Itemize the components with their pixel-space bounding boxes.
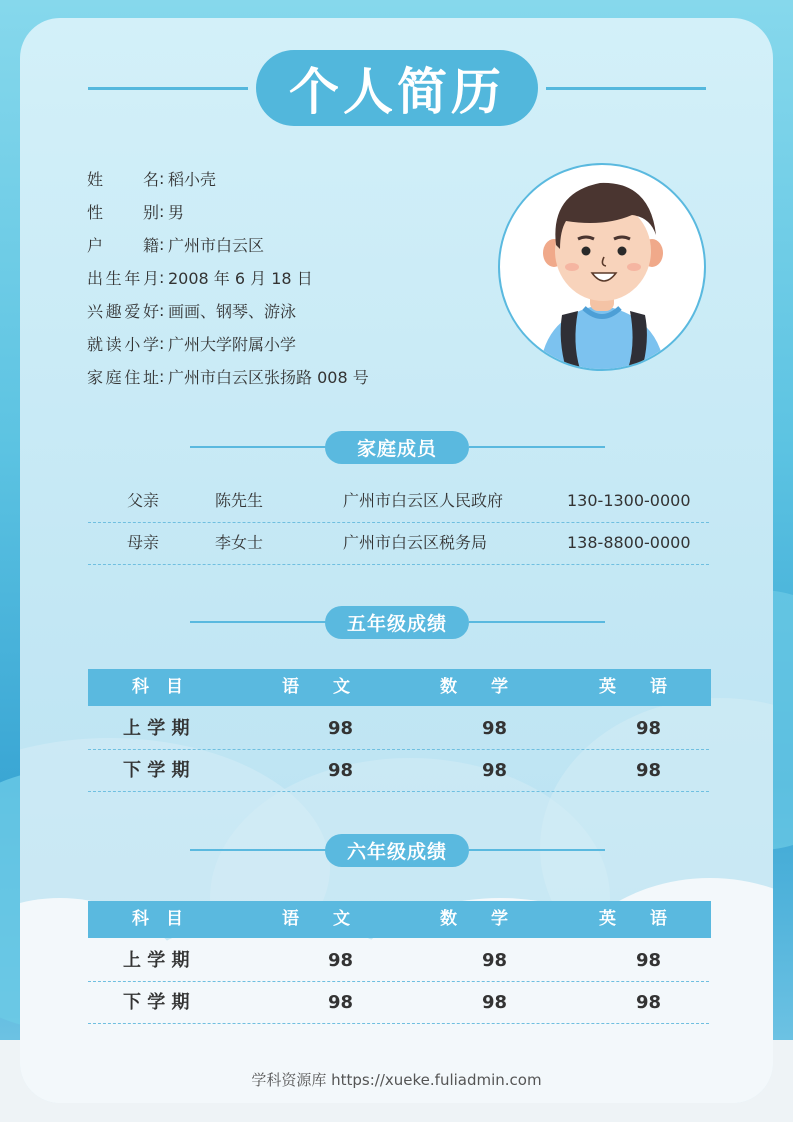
header-chinese: 语 文 — [282, 677, 350, 697]
family-phone: 138-8800-0000 — [567, 533, 691, 552]
header-subject: 科 目 — [132, 677, 183, 697]
family-name: 陈先生 — [215, 491, 264, 510]
term-label: 上 学 期 — [123, 718, 190, 739]
family-relation: 母亲 — [127, 533, 160, 552]
section-title-family: 家庭成员 — [325, 431, 469, 464]
score-english: 98 — [636, 992, 662, 1013]
score-english: 98 — [636, 718, 662, 739]
info-row-name: 姓名 : 稻小壳 — [87, 168, 217, 189]
header-math: 数 学 — [440, 677, 508, 697]
score-chinese: 98 — [328, 950, 354, 971]
header-subject: 科 目 — [132, 909, 183, 929]
grade6-table-header — [88, 901, 711, 938]
info-label: 户籍 — [87, 235, 159, 255]
page-title: 个人简历 — [256, 50, 538, 126]
family-relation: 父亲 — [127, 491, 160, 510]
section-line-right — [469, 621, 605, 623]
grade5-table-header — [88, 669, 711, 706]
family-workplace: 广州市白云区人民政府 — [343, 491, 504, 510]
info-label: 性别 — [87, 202, 159, 222]
info-value: 广州大学附属小学 — [168, 334, 297, 354]
info-value: 稻小壳 — [168, 169, 217, 189]
score-math: 98 — [482, 760, 508, 781]
section-line-right — [469, 849, 605, 851]
info-row-birth: 出生年月 : 2008 年 6 月 18 日 — [87, 267, 313, 288]
score-english: 98 — [636, 950, 662, 971]
header-chinese: 语 文 — [282, 909, 350, 929]
info-label: 出生年月 — [87, 268, 159, 288]
info-row-school: 就读小学 : 广州大学附属小学 — [87, 333, 297, 354]
table-row — [88, 982, 709, 1024]
score-chinese: 98 — [328, 718, 354, 739]
header-english: 英 语 — [599, 909, 667, 929]
score-math: 98 — [482, 718, 508, 739]
footer-source: 学科资源库 https://xueke.fuliadmin.com — [251, 1071, 542, 1089]
table-row — [88, 940, 709, 982]
boy-avatar-icon — [500, 165, 704, 369]
info-label: 兴趣爱好 — [87, 301, 159, 321]
header-english: 英 语 — [599, 677, 667, 697]
term-label: 下 学 期 — [123, 992, 190, 1013]
info-value: 画画、钢琴、游泳 — [168, 301, 297, 321]
term-label: 下 学 期 — [123, 760, 190, 781]
section-line-left — [190, 849, 326, 851]
score-math: 98 — [482, 950, 508, 971]
info-row-hukou: 户籍 : 广州市白云区 — [87, 234, 265, 255]
info-row-hobbies: 兴趣爱好 : 画画、钢琴、游泳 — [87, 300, 297, 321]
title-line-left — [88, 87, 248, 90]
header-math: 数 学 — [440, 909, 508, 929]
family-phone: 130-1300-0000 — [567, 491, 691, 510]
family-workplace: 广州市白云区税务局 — [343, 533, 488, 552]
family-name: 李女士 — [215, 533, 264, 552]
title-line-right — [546, 87, 706, 90]
score-chinese: 98 — [328, 992, 354, 1013]
info-label: 就读小学 — [87, 334, 159, 354]
section-line-left — [190, 446, 326, 448]
score-english: 98 — [636, 760, 662, 781]
info-label: 家庭住址 — [87, 367, 159, 387]
info-value: 2008 年 6 月 18 日 — [168, 268, 313, 288]
table-row — [88, 750, 709, 792]
info-row-address: 家庭住址 : 广州市白云区张扬路 008 号 — [87, 366, 369, 387]
section-line-left — [190, 621, 326, 623]
section-title-grade6: 六年级成绩 — [325, 834, 469, 867]
info-value: 男 — [168, 202, 185, 222]
family-row — [88, 480, 709, 523]
section-title-grade5: 五年级成绩 — [325, 606, 469, 639]
score-math: 98 — [482, 992, 508, 1013]
info-value: 广州市白云区张扬路 008 号 — [168, 367, 369, 387]
info-label: 姓名 — [87, 169, 159, 189]
info-row-gender: 性别 : 男 — [87, 201, 185, 222]
family-row — [88, 522, 709, 565]
section-line-right — [469, 446, 605, 448]
info-value: 广州市白云区 — [168, 235, 265, 255]
score-chinese: 98 — [328, 760, 354, 781]
table-row — [88, 708, 709, 750]
avatar — [498, 163, 706, 371]
term-label: 上 学 期 — [123, 950, 190, 971]
